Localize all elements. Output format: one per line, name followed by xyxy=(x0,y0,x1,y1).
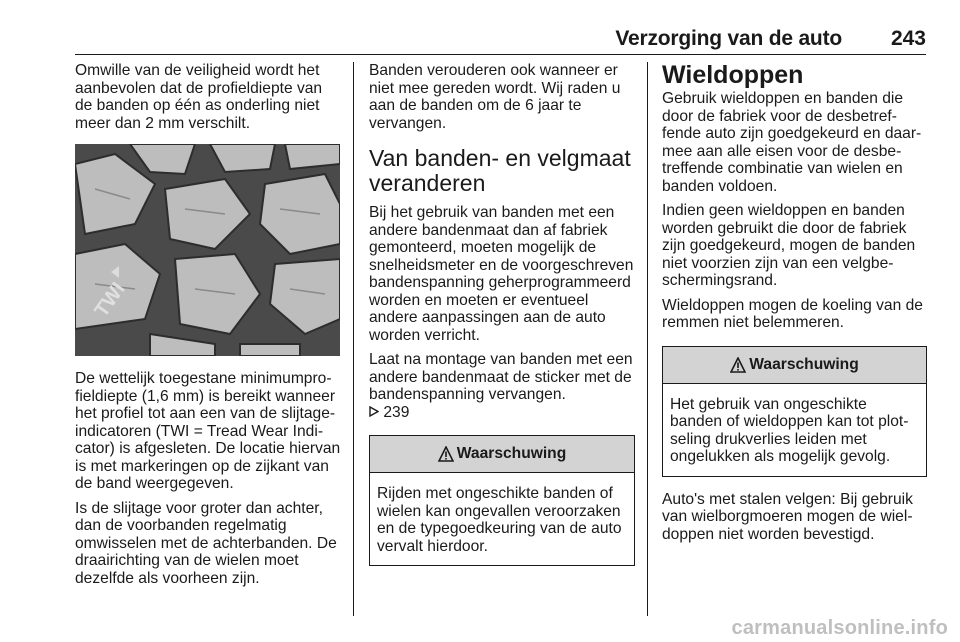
warning-box-covers xyxy=(662,346,927,477)
warning-title: Waarschuwing xyxy=(456,445,567,463)
page-reference-arrow-icon xyxy=(369,404,379,422)
page-title: Verzorging van de auto xyxy=(615,27,842,50)
sticker-text: Laat na montage van banden met een andere bandenmaat de sticker met de bandenspanning vervangen. xyxy=(369,351,633,403)
paragraph-steel-rims: Auto's met stalen velgen: Bij gebruik van wielborgmoeren mogen de wieldoppen niet worden bevestigd. xyxy=(662,490,913,543)
warning-triangle-icon xyxy=(730,357,746,373)
warning-triangle-icon xyxy=(438,446,454,462)
paragraph-covers-rim: Indien geen wieldoppen en banden worden gebruikt die door de fabriek zijn goedgekeurd, mogen de banden niet voorzien zijn van een velgbeschermingsrand. xyxy=(662,202,916,289)
column-2 xyxy=(369,62,635,580)
heading-wheel-covers: Wieldoppen xyxy=(662,61,804,89)
twi-label: TWI xyxy=(90,278,130,322)
warning-title: Waarschuwing xyxy=(749,355,859,373)
paragraph-tread-depth: Omwille van de veiligheid wordt het aanbevolen dat de profieldiepte van de banden op één as onderling niet meer dan 2 mm verschilt. xyxy=(75,62,323,132)
column-divider-1 xyxy=(353,62,354,616)
page-number: 243 xyxy=(890,27,926,50)
warning-text: Het gebruik van ongeschikte banden of wieldoppen kan tot plotseling drukverlies leiden met ongelukken als mogelijk gevolg. xyxy=(670,395,909,465)
warning-text: Rijden met ongeschikte banden of wielen kan ongevallen veroorzaken en de typegoedkeuring van de auto vervalt hierdoor. xyxy=(377,485,622,555)
tire-tread-photo xyxy=(75,144,340,356)
paragraph-sticker xyxy=(369,351,635,421)
column-3 xyxy=(662,62,927,550)
paragraph-tire-aging: Banden verouderen ook wanneer er niet mee gereden wordt. Wij raden u aan de banden om de 6 jaar te vervangen. xyxy=(369,62,621,132)
page-reference-link[interactable]: 239 xyxy=(383,403,410,421)
watermark: carmanualsonline.info xyxy=(731,617,948,639)
header-rule xyxy=(75,54,926,55)
column-divider-2 xyxy=(647,62,648,616)
page-header xyxy=(0,0,960,56)
paragraph-covers-approved: Gebruik wieldoppen en banden die door de fabriek voor de desbetreffende auto zijn goedgekeurd en daarmee aan alle eisen voor de desbetreffende combinatie van wielen en banden voldoen. xyxy=(662,90,922,195)
warning-box-tires xyxy=(369,435,635,566)
column-1 xyxy=(75,62,342,594)
warning-header xyxy=(663,347,926,384)
heading-size-change: Van banden- en velgmaat veranderen xyxy=(369,145,631,196)
paragraph-covers-cooling: Wieldoppen mogen de koeling van de remmen niet belemmeren. xyxy=(662,296,923,331)
paragraph-size-change: Bij het gebruik van banden met een andere bandenmaat dan af fabriek gemonteerd, moeten mogelijk de snelheidsmeter en de voorgeschreven bandenspanning geherprogrammeerd worden en moeten er eventueel andere aanpassingen aan de auto worden verricht. xyxy=(369,204,634,344)
warning-header xyxy=(370,436,634,473)
paragraph-wear-rotation: Is de slijtage voor groter dan achter, dan de voorbanden regelmatig omwisselen met de achterbanden. De draairichting van de wielen moet dezelfde als voorheen zijn. xyxy=(75,499,337,587)
paragraph-min-depth: De wettelijk toegestane minimumprofieldiepte (1,6 mm) is bereikt wanneer het profiel tot aan een van de slijtageindicatoren (TWI = Tread Wear Indicator) is afgesleten. De locatie hiervan is met markeringen op de zijkant van de band weergegeven. xyxy=(75,370,341,492)
